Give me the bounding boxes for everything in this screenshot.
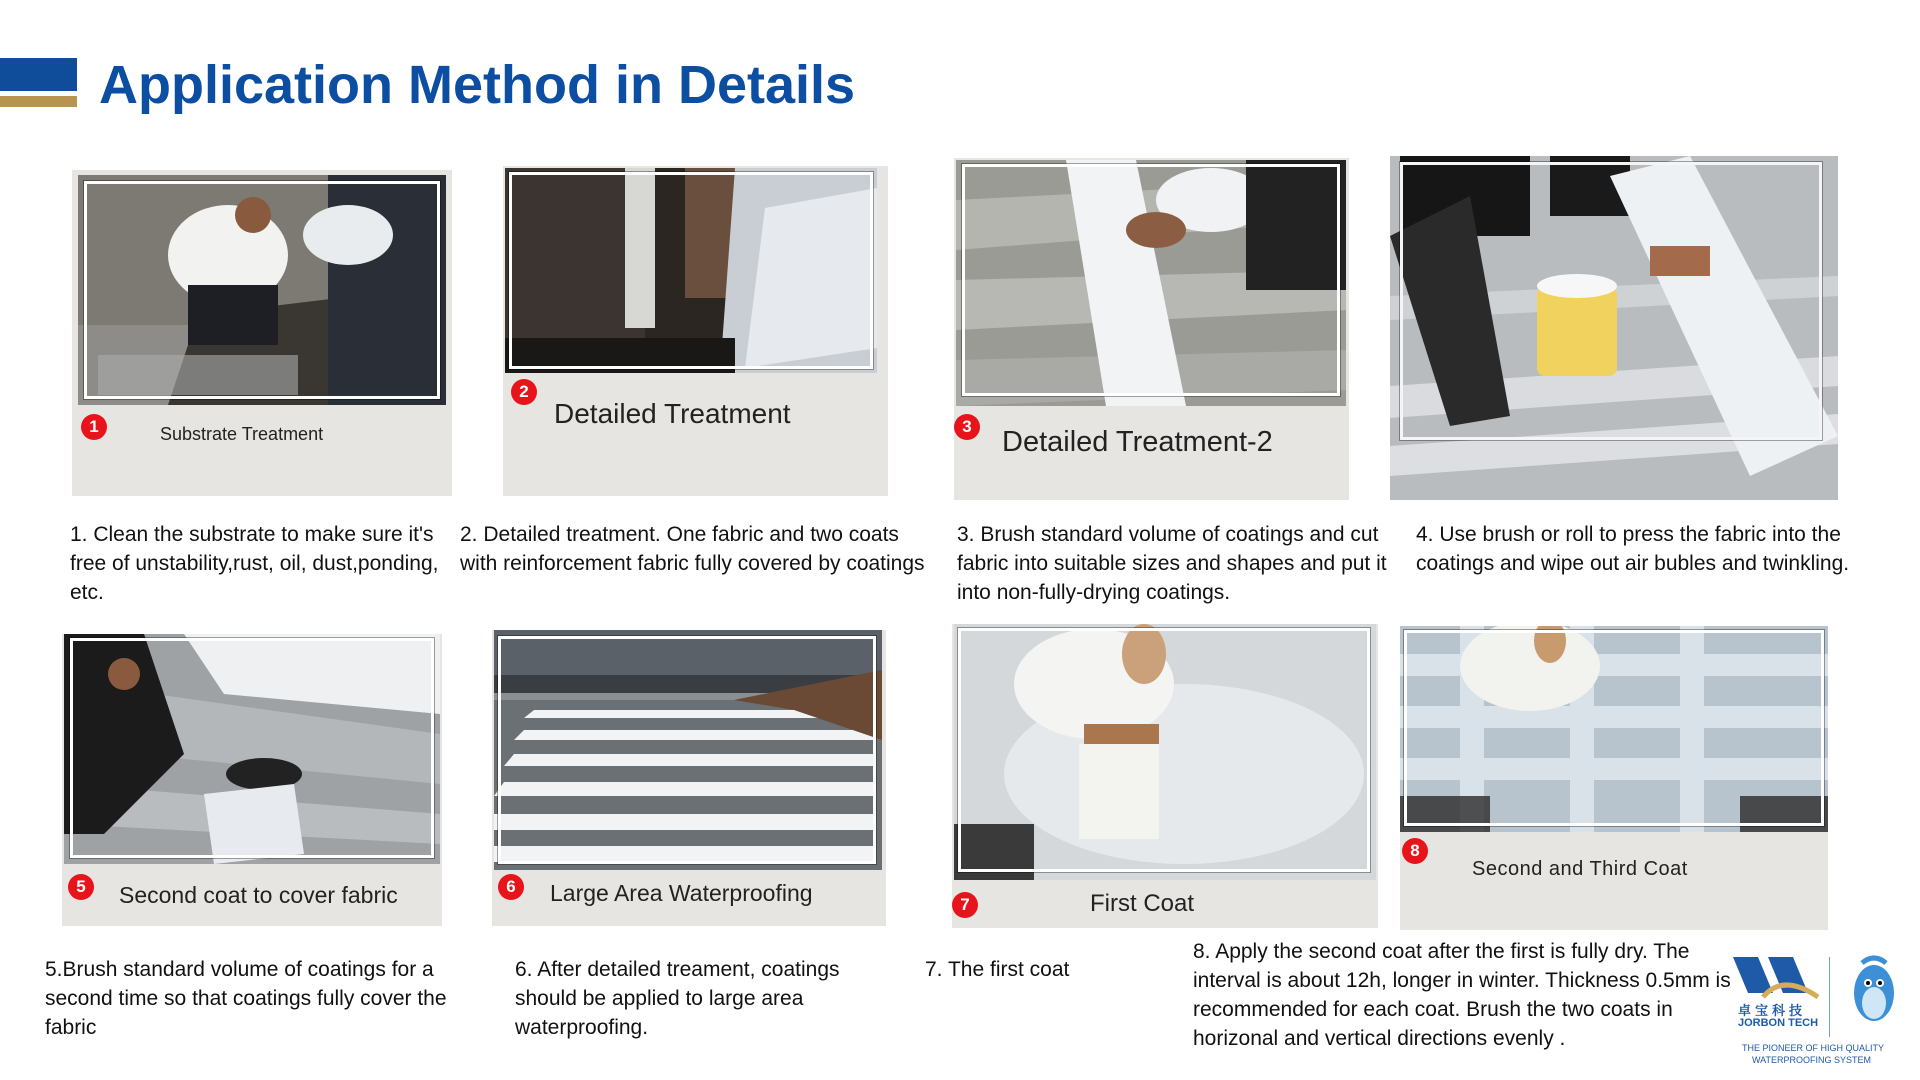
step-3-description: 3. Brush standard volume of coatings and cut fabric into suitable sizes and shapes and put it into non-fully-drying coatings. <box>957 523 1387 604</box>
page-title: Application Method in Details <box>99 55 856 115</box>
step-5-description: 5.Brush standard volume of coatings for a second time so that coatings fully cover the fabric <box>45 958 447 1039</box>
step-1-photo <box>78 175 446 405</box>
step-2-card <box>503 166 888 496</box>
step-1-caption: Substrate Treatment <box>160 424 324 444</box>
step-7-photo <box>954 624 1376 880</box>
step-3-caption: Detailed Treatment-2 <box>1002 426 1273 458</box>
step-3-card <box>954 158 1349 500</box>
step-3-photo <box>956 160 1346 406</box>
step-5-number-badge: 5 <box>68 874 94 900</box>
step-8-number-badge: 8 <box>1402 838 1428 864</box>
dolphin-mascot-icon <box>1844 953 1904 1033</box>
logo-chinese-name: 卓宝科技 <box>1738 1003 1807 1018</box>
step-4-card <box>1390 156 1838 500</box>
step-5-card <box>62 634 442 926</box>
step-7-caption: First Coat <box>1090 890 1195 917</box>
step-2-description: 2. Detailed treatment. One fabric and two coats with reinforcement fabric fully covered by coatings <box>460 523 925 575</box>
jorbon-emblem-icon <box>1728 953 1823 1003</box>
step-3-number-badge: 3 <box>954 414 980 440</box>
step-1-card <box>72 170 452 496</box>
step-6-card <box>492 630 886 926</box>
header-accent-bar-gold <box>0 96 77 107</box>
step-8-caption: Second and Third Coat <box>1472 858 1688 880</box>
step-1-description: 1. Clean the substrate to make sure it's free of unstability,rust, oil, dust,ponding, etc. <box>70 523 439 604</box>
step-5-caption: Second coat to cover fabric <box>119 882 398 908</box>
step-8-description: 8. Apply the second coat after the first is fully dry. The interval is about 12h, longer in winter. Thickness 0.5mm is recommended for each coat. Brush the two coats in horizonal and vertical directions evenly . <box>1193 940 1731 1050</box>
step-4-photo <box>1390 156 1838 500</box>
step-7-number-badge: 7 <box>952 892 978 918</box>
step-6-photo <box>494 630 882 870</box>
step-6-caption: Large Area Waterproofing <box>550 880 813 906</box>
company-logo <box>1728 953 1918 1068</box>
logo-tagline-line1: THE PIONEER OF HIGH QUALITY <box>1742 1043 1885 1053</box>
step-5-photo <box>64 634 440 864</box>
logo-tagline-line2: WATERPROOFING SYSTEM <box>1752 1055 1872 1065</box>
header-accent-bar-blue <box>0 58 77 91</box>
step-6-description: 6. After detailed treament, coatings should be applied to large area waterproofing. <box>515 958 840 1039</box>
step-2-number-badge: 2 <box>511 379 537 405</box>
step-8-photo <box>1400 626 1828 832</box>
step-2-photo <box>505 168 877 373</box>
step-2-caption: Detailed Treatment <box>554 398 791 429</box>
step-8-card <box>1400 626 1828 930</box>
step-7-description: 7. The first coat <box>925 958 1070 981</box>
step-4-description: 4. Use brush or roll to press the fabric into the coatings and wipe out air bubles and twinkling. <box>1416 523 1850 575</box>
logo-brand-name: JORBON TECH <box>1738 1017 1819 1029</box>
step-1-number-badge: 1 <box>81 414 107 440</box>
step-6-number-badge: 6 <box>498 874 524 900</box>
step-7-card <box>952 624 1378 928</box>
